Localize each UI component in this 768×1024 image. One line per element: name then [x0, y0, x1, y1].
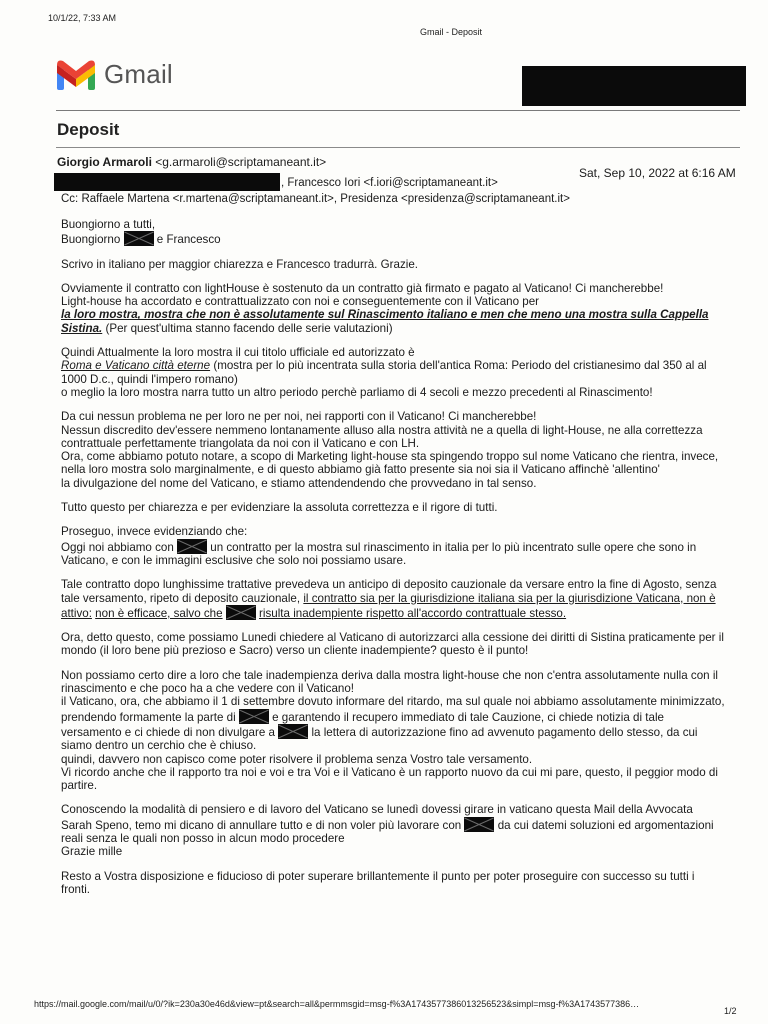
- no-problem-line-1: Da cui nessun problema ne per loro ne per noi, nei rapporti con il Vaticano! Ci mancherebbe!: [61, 410, 537, 424]
- redacted-recipients: [54, 173, 280, 191]
- thanks-line: Grazie mille: [61, 845, 123, 859]
- subject-divider: [56, 147, 740, 148]
- paragraph-default: [61, 669, 726, 793]
- greeting-name-a: Buongiorno: [61, 233, 121, 247]
- deposit-terms-c: non è efficace, salvo che: [95, 606, 223, 620]
- default-line-3: quindi, davvero non capisco come poter risolvere il problema senza Vostro tale versamento.: [61, 752, 533, 766]
- no-problem-line-2: Nessun discredito dev'essere nemmeno lontanamente alluso alla nostra attività ne a quella di light-House, ne alla correttezza contrattuale perfettamente triangolata da noi con il Vaticano e con LH.: [61, 423, 703, 450]
- default-line-2a: il Vaticano, ora, che abbiamo il 1 di settembre dovuto informare del ritardo, ma sul quale noi abbiamo assolutamente minimizzato, prendendo formamente la parte di: [61, 695, 725, 724]
- paragraph-closing: Resto a Vostra disposizione e fiducioso di poter superare brillantemente il punto per poter proseguire con successo su tutti i fronti.: [61, 869, 695, 896]
- exhibition-title: Roma e Vaticano città eterne: [61, 359, 211, 373]
- email-subject: Deposit: [57, 120, 120, 139]
- cc-recipients: Cc: Raffaele Martena <r.martena@scriptamaneant.it>, Presidenza <presidenza@scriptamaneant.it>: [61, 193, 570, 205]
- paragraph-greeting: [61, 218, 726, 247]
- paragraph-question: Ora, detto questo, come possiamo Lunedi chiedere al Vaticano di autorizzarci alla cessione dei diritti di Sistina praticamente per il mondo (il loro bene più prezioso e Sacro) verso un cliente inadempiente? questo è il punto!: [61, 631, 724, 658]
- gmail-wordmark: Gmail: [104, 59, 173, 89]
- redacted-account-block: [522, 66, 746, 106]
- contract-emphasis: la loro mostra, mostra che non è assolutamente sul Rinascimento italiano e men che meno una mostra sulla Cappella Sistina.: [61, 308, 709, 335]
- email-body: [61, 218, 726, 907]
- paragraph-exhibition-title: [61, 346, 726, 399]
- vatican-mode-b: da cui datemi soluzioni ed argomentazioni reali senza le quali non posso in alcun modo procedere: [61, 818, 714, 845]
- redacted-name: [464, 817, 494, 832]
- deposit-terms-d: risulta inadempiente rispetto all'accordo contrattuale stesso.: [259, 606, 567, 620]
- default-line-4: Vi ricordo anche che il rapporto tra noi e voi e tra Voi e il Vaticano è un rapporto nuovo da cui mi pare, questo, il peggior modo di partire.: [61, 765, 718, 793]
- exhibition-intro: Quindi Attualmente la loro mostra il cui titolo ufficiale ed autorizzato è: [61, 346, 415, 360]
- paragraph-no-problem: [61, 410, 726, 490]
- exhibition-period: o meglio la loro mostra narra tutto un altro periodo perchè parliamo di 4 secoli e mezzo precedenti al Rinascimento!: [61, 385, 653, 399]
- redacted-name: [177, 539, 207, 554]
- header-divider: [56, 110, 740, 111]
- default-line-1: Non possiamo certo dire a loro che tale inadempienza deriva dalla mostra light-house che non c'entra assolutamente nulla con il rinascimento e che poco ha a che vedere con il Vaticano!: [61, 668, 718, 696]
- sender-name: Giorgio Armaroli: [57, 155, 152, 169]
- redacted-name: [278, 724, 308, 739]
- deposit-terms-b: il contratto sia per la giurisdizione italiana sia per la giurisdizione Vaticana, non è attivo:: [61, 591, 716, 620]
- deposit-terms-a: Tale contratto dopo lunghissime trattative prevedeva un anticipo di deposito cauzionale da versare entro la fine di Agosto, senza tale versamento, ripeto di deposito cauzionale,: [61, 578, 717, 605]
- contract-line-1: Ovviamente il contratto con lightHouse è sostenuto da un contratto già firmato e pagato al Vaticano! Ci mancherebbe!: [61, 281, 664, 295]
- default-line-2c: la lettera di autorizzazione fino ad avvenuto pagamento dello stesso, da cui siamo dentro un cerchio che è chiuso.: [61, 725, 698, 753]
- current-contract-b: un contratto per la mostra sul rinascimento in italia per lo più incentrato sulle opere che sono in Vaticano, e con le immagini esclusive che solo noi possiamo usare.: [61, 540, 697, 567]
- redacted-name: [124, 231, 154, 246]
- redacted-name: [226, 605, 256, 620]
- print-page-title: Gmail - Deposit: [420, 27, 483, 37]
- print-timestamp: 10/1/22, 7:33 AM: [48, 13, 117, 23]
- contract-note: (Per quest'ultima stanno facendo delle serie valutazioni): [105, 321, 393, 335]
- redacted-name: [239, 709, 269, 724]
- gmail-logo: [55, 55, 215, 95]
- sender-email: <g.armaroli@scriptamaneant.it>: [155, 155, 327, 169]
- to-recipients: , Francesco Iori <f.iori@scriptamaneant.it>: [281, 177, 498, 189]
- paragraph-language: Scrivo in italiano per maggior chiarezza e Francesco tradurrà. Grazie.: [61, 257, 418, 271]
- paragraph-contract: [61, 282, 726, 335]
- greeting-line: Buongiorno a tutti,: [61, 218, 156, 231]
- paragraph-vatican-mode: [61, 803, 726, 858]
- no-problem-line-4: la divulgazione del nome del Vaticano, e stiamo attendendendo che provvedano in tal senso.: [61, 476, 537, 490]
- print-page-number: 1/2: [724, 1006, 737, 1016]
- email-date: Sat, Sep 10, 2022 at 6:16 AM: [579, 166, 736, 180]
- greeting-name-b: e Francesco: [156, 233, 221, 247]
- default-line-2b: e garantendo il recupero immediato di tale Cauzione, ci chiede notizia di tale versamento e ci chiede di non divulgare a: [61, 710, 664, 739]
- vatican-mode-a: Conoscendo la modalità di pensiero e di lavoro del Vaticano se lunedì dovessi girare in vaticano questa Mail della Avvocata Sarah Speno, temo mi dicano di annullare tutto e di non voler più lavorare con: [61, 803, 693, 832]
- current-contract-a: Oggi noi abbiamo con: [61, 540, 174, 554]
- paragraph-clarity: Tutto questo per chiarezza e per evidenziare la assoluta correttezza e il rigore di tutti.: [61, 501, 498, 515]
- no-problem-line-3: Ora, come abbiamo potuto notare, a scopo di Marketing light-house sta spingendo troppo sul nome Vaticano che rientra, invece, nella loro mostra solo marginalmente, e di questo abbiamo già fatto presente sia noi sia il Vaticano affinchè 'allentino': [61, 450, 719, 477]
- current-contract-intro: Proseguo, invece evidenziando che:: [61, 525, 248, 539]
- exhibition-description: (mostra per lo più incentrata sulla storia dell'antica Roma: Periodo del cristianesimo dal 350 al al 1000 D.c., quindi l'impero romano): [61, 359, 707, 386]
- sender-line: [57, 155, 326, 169]
- paragraph-current-contract: [61, 525, 726, 567]
- paragraph-deposit-terms: [61, 578, 726, 620]
- contract-line-2: Light-house ha accordato e contrattualizzato con noi e conseguentemente con il Vaticano per: [61, 295, 540, 309]
- gmail-m-icon: [55, 57, 97, 91]
- print-url: https://mail.google.com/mail/u/0/?ik=230a30e46d&view=pt&search=all&permmsgid=msg-f%3A1743577386013256523&simpl=msg-f%3A1743577386…: [34, 999, 640, 1009]
